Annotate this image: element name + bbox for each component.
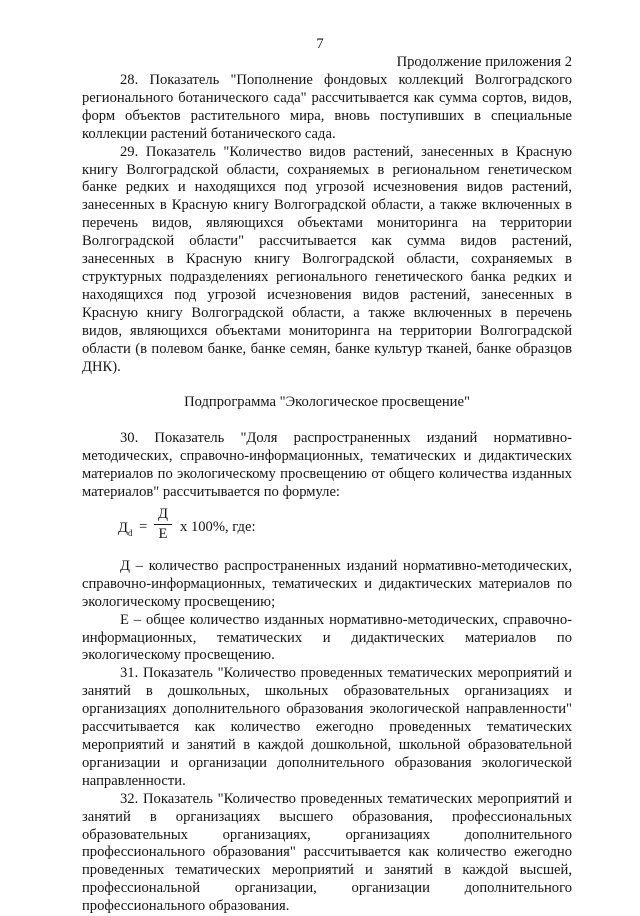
fraction-bar <box>154 524 172 525</box>
formula-equals: = <box>139 518 148 535</box>
formula-numerator: Д <box>158 505 168 522</box>
document-body <box>82 72 572 916</box>
spacer <box>82 376 572 394</box>
formula-multiplier: x 100%, где: <box>180 518 256 535</box>
formula-denominator: Е <box>158 525 168 542</box>
definition-d: Д – количество распространенных изданий нормативно-методических, справочно-информационных, тематических и дидактических материалов по экологическому просвещению; <box>82 557 572 610</box>
formula-lhs-letter: Д <box>118 519 128 536</box>
paragraph-28: 28. Показатель "Пополнение фондовых коллекций Волгоградского регионального ботанического сада" рассчитывается как сумма сортов, видов, форм объектов растительного мира, вновь поступивших в специальные коллекции растений ботанического сада. <box>82 72 572 142</box>
formula-lhs <box>118 520 132 543</box>
page-number: 7 <box>316 36 324 52</box>
paragraph-29: 29. Показатель "Количество видов растений, занесенных в Красную книгу Волгоградской области, сохраняемых в региональном генетическом банке редких и находящихся под угрозой исчезновения видов растений, занесенных в Красную книгу Волгоградской области, а также включенных в перечень видов, являющихся объектами мониторинга на территории Волгоградской области" рассчитывается как сумма видов растений, занесенных в Красную книгу Волгоградской области, сохраняемых в структурных подразделениях регионального генетического банка редких и находящихся под угрозой исчезновения видов растений, занесенных в Красную книгу Волгоградской области, а также включенных в перечень видов, являющихся объектами мониторинга на территории Волгоградской области (в полевом банке, банке семян, банке культур тканей, банке образцов ДНК). <box>82 143 572 375</box>
paragraph-31: 31. Показатель "Количество проведенных тематических мероприятий и занятий в дошкольных, школьных образовательных организациях и организациях дополнительного образования экологической направленности" рассчитывается как количество ежегодно проведенных тематических мероприятий и занятий в каждой дошкольной, школьной образовательной организации и организации дополнительного образования экологической направленности. <box>82 665 572 789</box>
subprogram-heading: Подпрограмма "Экологическое просвещение" <box>184 394 470 411</box>
formula-fraction <box>154 506 172 543</box>
share-formula <box>82 506 572 550</box>
paragraph-32: 32. Показатель "Количество проведенных тематических мероприятий и занятий в организациях высшего образования, профессиональных образовательных организациях, организациях дополнительного профессионального образования" рассчитывается как количество ежегодно проведенных тематических мероприятий и занятий в каждой высшей, профессиональной организации, организации дополнительного профессионального образования. <box>82 790 572 915</box>
formula-lhs-subscript: d <box>127 527 133 538</box>
paragraph-30: 30. Показатель "Доля распространенных изданий нормативно-методических, справочно-информационных, тематических и дидактических материалов по экологическому просвещению от общего количества изданных материалов" рассчитывается по формуле: <box>82 430 572 501</box>
spacer <box>82 412 572 430</box>
appendix-continuation: Продолжение приложения 2 <box>396 54 572 70</box>
definition-e: Е – общее количество изданных нормативно-методических, справочно-информационных, тематических и дидактических материалов по экологическому просвещению. <box>82 611 572 664</box>
